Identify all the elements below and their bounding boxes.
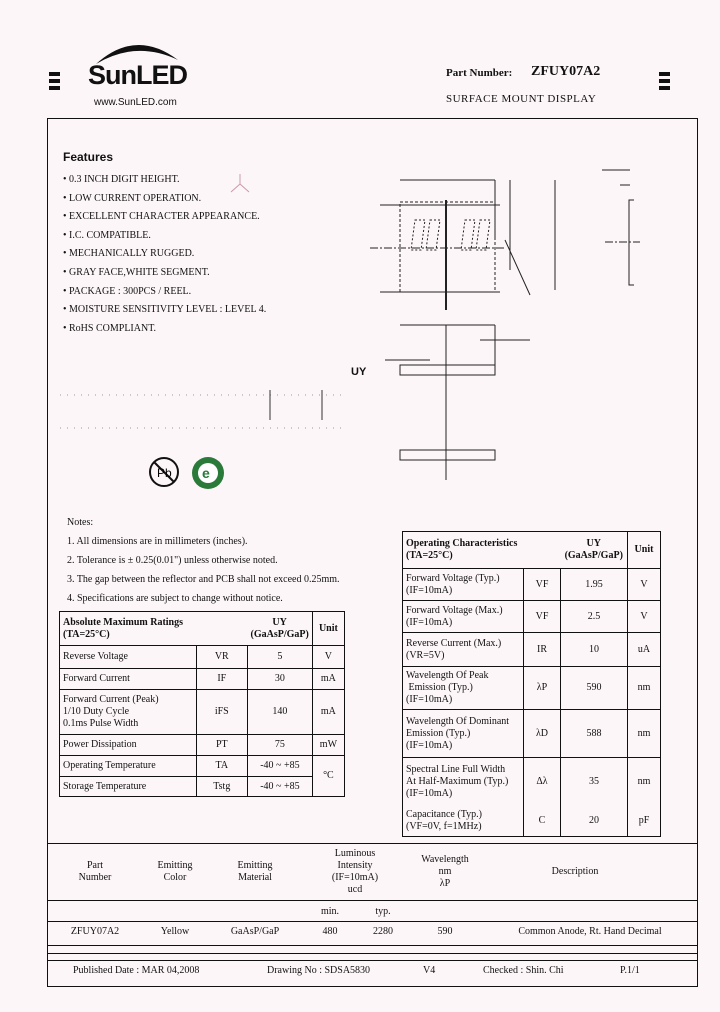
- table-cell: Spectral Line Full Width At Half-Maximum (Typ.) (IF=10mA): [403, 758, 524, 807]
- table-cell: VR: [196, 646, 247, 669]
- table-cell: mA: [312, 669, 344, 690]
- package-dimension-drawing: [330, 160, 680, 480]
- table-cell: Forward Current (Peak) 1/10 Duty Cycle 0.1ms Pulse Width: [60, 690, 197, 735]
- table-cell: λP: [524, 667, 561, 710]
- part-number-label: Part Number:: [446, 67, 513, 79]
- table-row: [403, 758, 661, 807]
- table-cell: °C: [312, 756, 344, 797]
- feature-item: • EXCELLENT CHARACTER APPEARANCE.: [63, 211, 260, 223]
- cell-description: Common Anode, Rt. Hand Decimal: [518, 926, 662, 937]
- table-cell: 1.95: [561, 569, 628, 601]
- version: V4: [423, 965, 436, 976]
- table-cell: Storage Temperature: [60, 777, 197, 797]
- table-cell: iFS: [196, 690, 247, 735]
- table-row: [403, 807, 661, 837]
- table-cell: UY (GaAsP/GaP): [561, 532, 628, 569]
- svg-text:Pb: Pb: [157, 466, 172, 480]
- feature-item: • GRAY FACE,WHITE SEGMENT.: [63, 266, 210, 278]
- cell-wavelength: 590: [437, 926, 453, 937]
- svg-text:e: e: [202, 465, 210, 481]
- table-cell: TA: [196, 756, 247, 777]
- feature-item: • MECHANICALLY RUGGED.: [63, 248, 195, 260]
- table-cell: UY (GaAsP/GaP): [247, 612, 312, 646]
- table-cell: Tstg: [196, 777, 247, 797]
- table-cell: Operating Temperature: [60, 756, 197, 777]
- drawing-number: Drawing No : SDSA5830: [267, 965, 371, 976]
- table-cell: 10: [561, 633, 628, 667]
- col-emitting-color: Emitting Color: [157, 860, 193, 883]
- table-cell: Forward Voltage (Max.) (IF=10mA): [403, 601, 524, 633]
- table-row: [403, 667, 661, 710]
- table-row: [60, 612, 345, 646]
- published-date: Published Date : MAR 04,2008: [73, 965, 200, 976]
- table-row: [60, 669, 345, 690]
- operating-characteristics-table: [402, 531, 661, 837]
- feature-item: • LOW CURRENT OPERATION.: [63, 192, 202, 204]
- table-row: [403, 569, 661, 601]
- table-cell: nm: [628, 667, 661, 710]
- table-cell: 75: [247, 735, 312, 756]
- table-cell: 140: [247, 690, 312, 735]
- bars-icon: [659, 72, 670, 93]
- typ-label: typ.: [375, 906, 391, 917]
- internal-circuit-diagram: [60, 360, 350, 435]
- table-cell: Unit: [312, 612, 344, 646]
- circuit-label: UY: [351, 366, 367, 378]
- page-number: P.1/1: [620, 965, 640, 976]
- cell-part: ZFUY07A2: [70, 926, 120, 937]
- min-label: min.: [320, 906, 340, 917]
- table-cell: λD: [524, 710, 561, 758]
- features-list: [63, 171, 266, 338]
- table-row: [403, 532, 661, 569]
- table-cell: Forward Voltage (Typ.) (IF=10mA): [403, 569, 524, 601]
- table-cell: PT: [196, 735, 247, 756]
- table-cell: 2.5: [561, 601, 628, 633]
- table-cell: Operating Characteristics (TA=25°C): [403, 532, 561, 569]
- feature-item: • I.C. COMPATIBLE.: [63, 229, 151, 241]
- absolute-max-ratings-table: [59, 611, 345, 797]
- table-cell: Power Dissipation: [60, 735, 197, 756]
- checked-by: Checked : Shin. Chi: [483, 965, 564, 976]
- table-row: [47, 921, 697, 922]
- table-cell: Reverse Current (Max.) (VR=5V): [403, 633, 524, 667]
- table-cell: V: [312, 646, 344, 669]
- table-cell: VF: [524, 601, 561, 633]
- table-row: [60, 646, 345, 669]
- feature-item: • RoHS COMPLIANT.: [63, 322, 157, 334]
- table-cell: Forward Current: [60, 669, 197, 690]
- note-item: 2. Tolerance is ± 0.25(0.01") unless otherwise noted.: [67, 555, 278, 566]
- table-cell: Unit: [628, 532, 661, 569]
- table-cell: Δλ: [524, 758, 561, 807]
- col-description: Description: [551, 866, 599, 877]
- table-cell: V: [628, 569, 661, 601]
- table-cell: Reverse Voltage: [60, 646, 197, 669]
- notes: [67, 513, 340, 608]
- col-wavelength: Wavelength nm λP: [421, 854, 469, 889]
- col-emitting-material: Emitting Material: [237, 860, 273, 883]
- pb-free-icon: [147, 455, 181, 489]
- table-row: [60, 690, 345, 735]
- note-item: 3. The gap between the reflector and PCB shall not exceed 0.25mm.: [67, 574, 340, 585]
- table-cell: IR: [524, 633, 561, 667]
- cell-typ: 2280: [373, 926, 393, 937]
- anode-symbol: [225, 172, 255, 196]
- part-number: ZFUY07A2: [531, 64, 601, 79]
- table-cell: 35: [561, 758, 628, 807]
- table-cell: 590: [561, 667, 628, 710]
- product-type: SURFACE MOUNT DISPLAY: [446, 93, 597, 105]
- col-part-number: Part Number: [78, 860, 112, 883]
- table-cell: Capacitance (Typ.) (VF=0V, f=1MHz): [403, 807, 524, 837]
- table-cell: nm: [628, 710, 661, 758]
- table-cell: Absolute Maximum Ratings (TA=25°C): [60, 612, 248, 646]
- website-url: www.SunLED.com: [94, 97, 177, 108]
- feature-item: • MOISTURE SENSITIVITY LEVEL : LEVEL 4.: [63, 304, 267, 316]
- table-cell: 30: [247, 669, 312, 690]
- col-luminous-intensity: Luminous Intensity (IF=10mA) ucd: [331, 848, 379, 895]
- cell-material: GaAsP/GaP: [230, 926, 280, 937]
- bars-icon: [49, 72, 60, 93]
- table-row: [403, 710, 661, 758]
- table-cell: nm: [628, 758, 661, 807]
- feature-item: • PACKAGE : 300PCS / REEL.: [63, 285, 192, 297]
- table-cell: Wavelength Of Peak Emission (Typ.) (IF=10mA): [403, 667, 524, 710]
- table-cell: mA: [312, 690, 344, 735]
- table-row: [403, 633, 661, 667]
- table-cell: -40 ~ +85: [247, 756, 312, 777]
- feature-item: • 0.3 INCH DIGIT HEIGHT.: [63, 174, 180, 185]
- table-cell: Wavelength Of Dominant Emission (Typ.) (IF=10mA): [403, 710, 524, 758]
- rohs-e-icon: [190, 455, 226, 491]
- table-cell: pF: [628, 807, 661, 837]
- table-cell: IF: [196, 669, 247, 690]
- table-cell: VF: [524, 569, 561, 601]
- note-item: 1. All dimensions are in millimeters (inches).: [67, 536, 248, 547]
- table-cell: 5: [247, 646, 312, 669]
- table-cell: C: [524, 807, 561, 837]
- table-cell: 20: [561, 807, 628, 837]
- notes-title: Notes:: [67, 517, 94, 528]
- cell-min: 480: [322, 926, 338, 937]
- table-cell: -40 ~ +85: [247, 777, 312, 797]
- table-cell: V: [628, 601, 661, 633]
- cell-color: Yellow: [160, 926, 190, 937]
- table-row: [403, 601, 661, 633]
- table-row: [60, 735, 345, 756]
- table-cell: uA: [628, 633, 661, 667]
- logo: SunLED: [88, 60, 187, 90]
- table-row: [60, 756, 345, 777]
- features-title: Features: [63, 150, 114, 164]
- table-cell: 588: [561, 710, 628, 758]
- note-item: 4. Specifications are subject to change without notice.: [67, 593, 283, 604]
- table-cell: mW: [312, 735, 344, 756]
- table-row: [60, 777, 345, 797]
